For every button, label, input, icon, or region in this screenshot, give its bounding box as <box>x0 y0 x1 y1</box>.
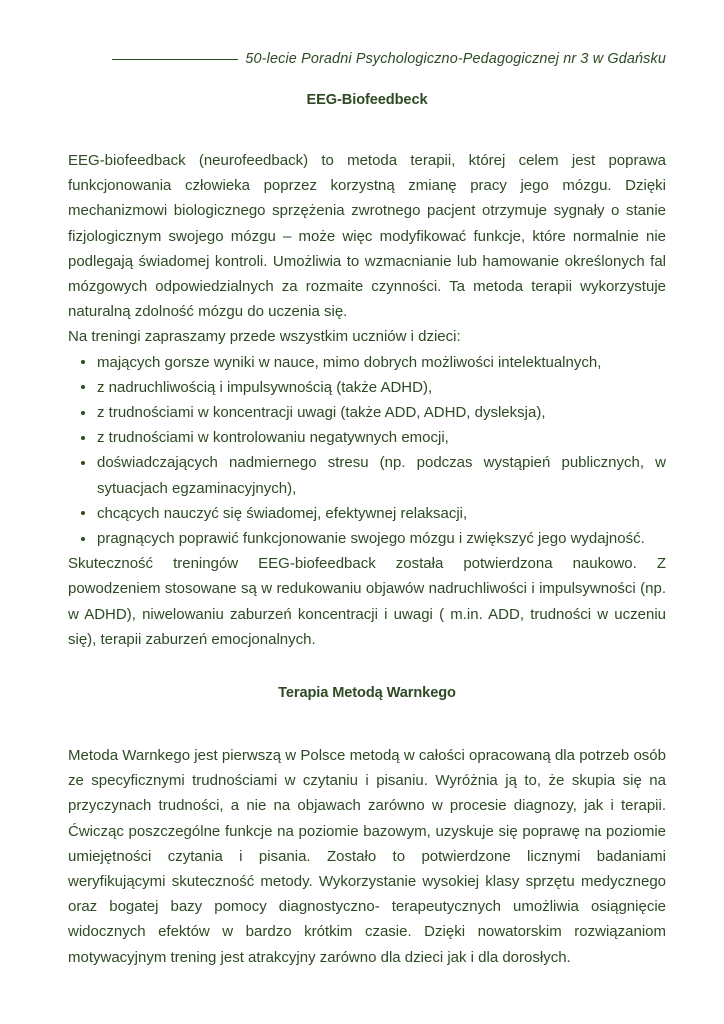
bullet-icon <box>81 411 85 415</box>
bullet-icon <box>81 385 85 389</box>
section-title-terapia-warnkego: Terapia Metodą Warnkego <box>278 685 456 702</box>
list-item-label: z trudnościami w kontrolowaniu negatywnych emocji, <box>97 429 449 447</box>
section-title-eeg-biofeedback: EEG-Biofeedbeck <box>306 92 428 108</box>
list-item-label: z nadruchliwością i impulsywnością (także ADHD), <box>97 378 433 396</box>
eeg-target-group-list <box>68 350 666 552</box>
running-header <box>68 48 666 70</box>
list-item <box>68 450 666 500</box>
list-item-label: pragnących poprawić funkcjonowanie swojego mózgu i zwiększyć jego wydajność. <box>97 530 645 548</box>
bullet-icon <box>81 537 85 541</box>
list-item <box>68 400 666 425</box>
spacer <box>68 701 666 743</box>
bullet-icon <box>81 511 85 515</box>
list-item-label: mających gorsze wyniki w nauce, mimo dobrych możliwości intelektualnych, <box>97 353 602 371</box>
list-item-label: chcących nauczyć się świadomej, efektywnej relaksacji, <box>97 504 468 522</box>
list-item <box>68 350 666 375</box>
list-item <box>68 375 666 400</box>
paragraph-warnke-description: Metoda Warnkego jest pierwszą w Polsce metodą w całości opracowaną dla potrzeb osób ze specyficznymi trudnościami w czytaniu i pisaniu. Wyróżnia ją to, że skupia się na przyczynach trudności, a nie na objawach zarówno w procesie diagnozy, jak i terapii. Ćwicząc poszczególne funkcje na poziomie bazowym, uzyskuje się poprawę na poziomie umiejętności czytania i pisania. Zostało to potwierdzone licznymi badaniami weryfikującymi skuteczność metody. Wykorzystanie wysokiej klasy sprzętu medycznego oraz bogatej bazy pomocy diagnostyczno- terapeutycznych umożliwia osiągnięcie widocznych efektów w bardzo krótkim czasie. Dzięki nowatorskim rozwiązaniom motywacyjnym trening jest atrakcyjny zarówno dla dzieci jak i dla dorosłych. <box>68 747 666 966</box>
bullet-icon <box>81 461 85 465</box>
document-body <box>68 92 666 970</box>
paragraph-eeg-intro: EEG-biofeedback (neurofeedback) to metoda terapii, której celem jest poprawa funkcjonowania człowieka poprzez korzystną zmianę pracy jego mózgu. Dzięki mechanizmowi biologicznego sprzężenia zwrotnego pacjent otrzymuje sygnały o stanie fizjologicznym swojego mózgu – może więc modyfikować funkcje, które normalnie nie podlegają świadomej kontroli. Umożliwia to wzmacnianie lub hamowanie określonych fal mózgowych odpowiedzialnych za rozmaite czynności. Ta metoda terapii wykorzystuje naturalną zdolność mózgu do uczenia się. <box>68 152 666 321</box>
list-item-label: z trudnościami w koncentracji uwagi (także ADD, ADHD, dysleksja), <box>97 404 546 422</box>
paragraph-eeg-effectiveness: Skuteczność treningów EEG-biofeedback została potwierdzona naukowo. Z powodzeniem stosowane są w redukowaniu objawów nadruchliwości i impulsywności (np. w ADHD), niwelowaniu zaburzeń koncentracji i uwagi ( m.in. ADD, trudności w uczeniu się), terapii zaburzeń emocjonalnych. <box>68 555 666 648</box>
paragraph-list-intro: Na treningi zapraszamy przede wszystkim uczniów i dzieci: <box>68 328 461 346</box>
list-item-label: doświadczających nadmiernego stresu (np. podczas wystąpień publicznych, w sytuacjach egzaminacyjnych), <box>97 454 666 497</box>
header-divider-line <box>112 59 238 60</box>
bullet-icon <box>81 436 85 440</box>
bullet-icon <box>81 360 85 364</box>
list-item <box>68 501 666 526</box>
running-header-title: 50-lecie Poradni Psychologiczno-Pedagogicznej nr 3 w Gdańsku <box>245 51 666 67</box>
list-item <box>68 526 666 551</box>
spacer <box>68 108 666 148</box>
spacer <box>68 652 666 685</box>
list-item <box>68 425 666 450</box>
